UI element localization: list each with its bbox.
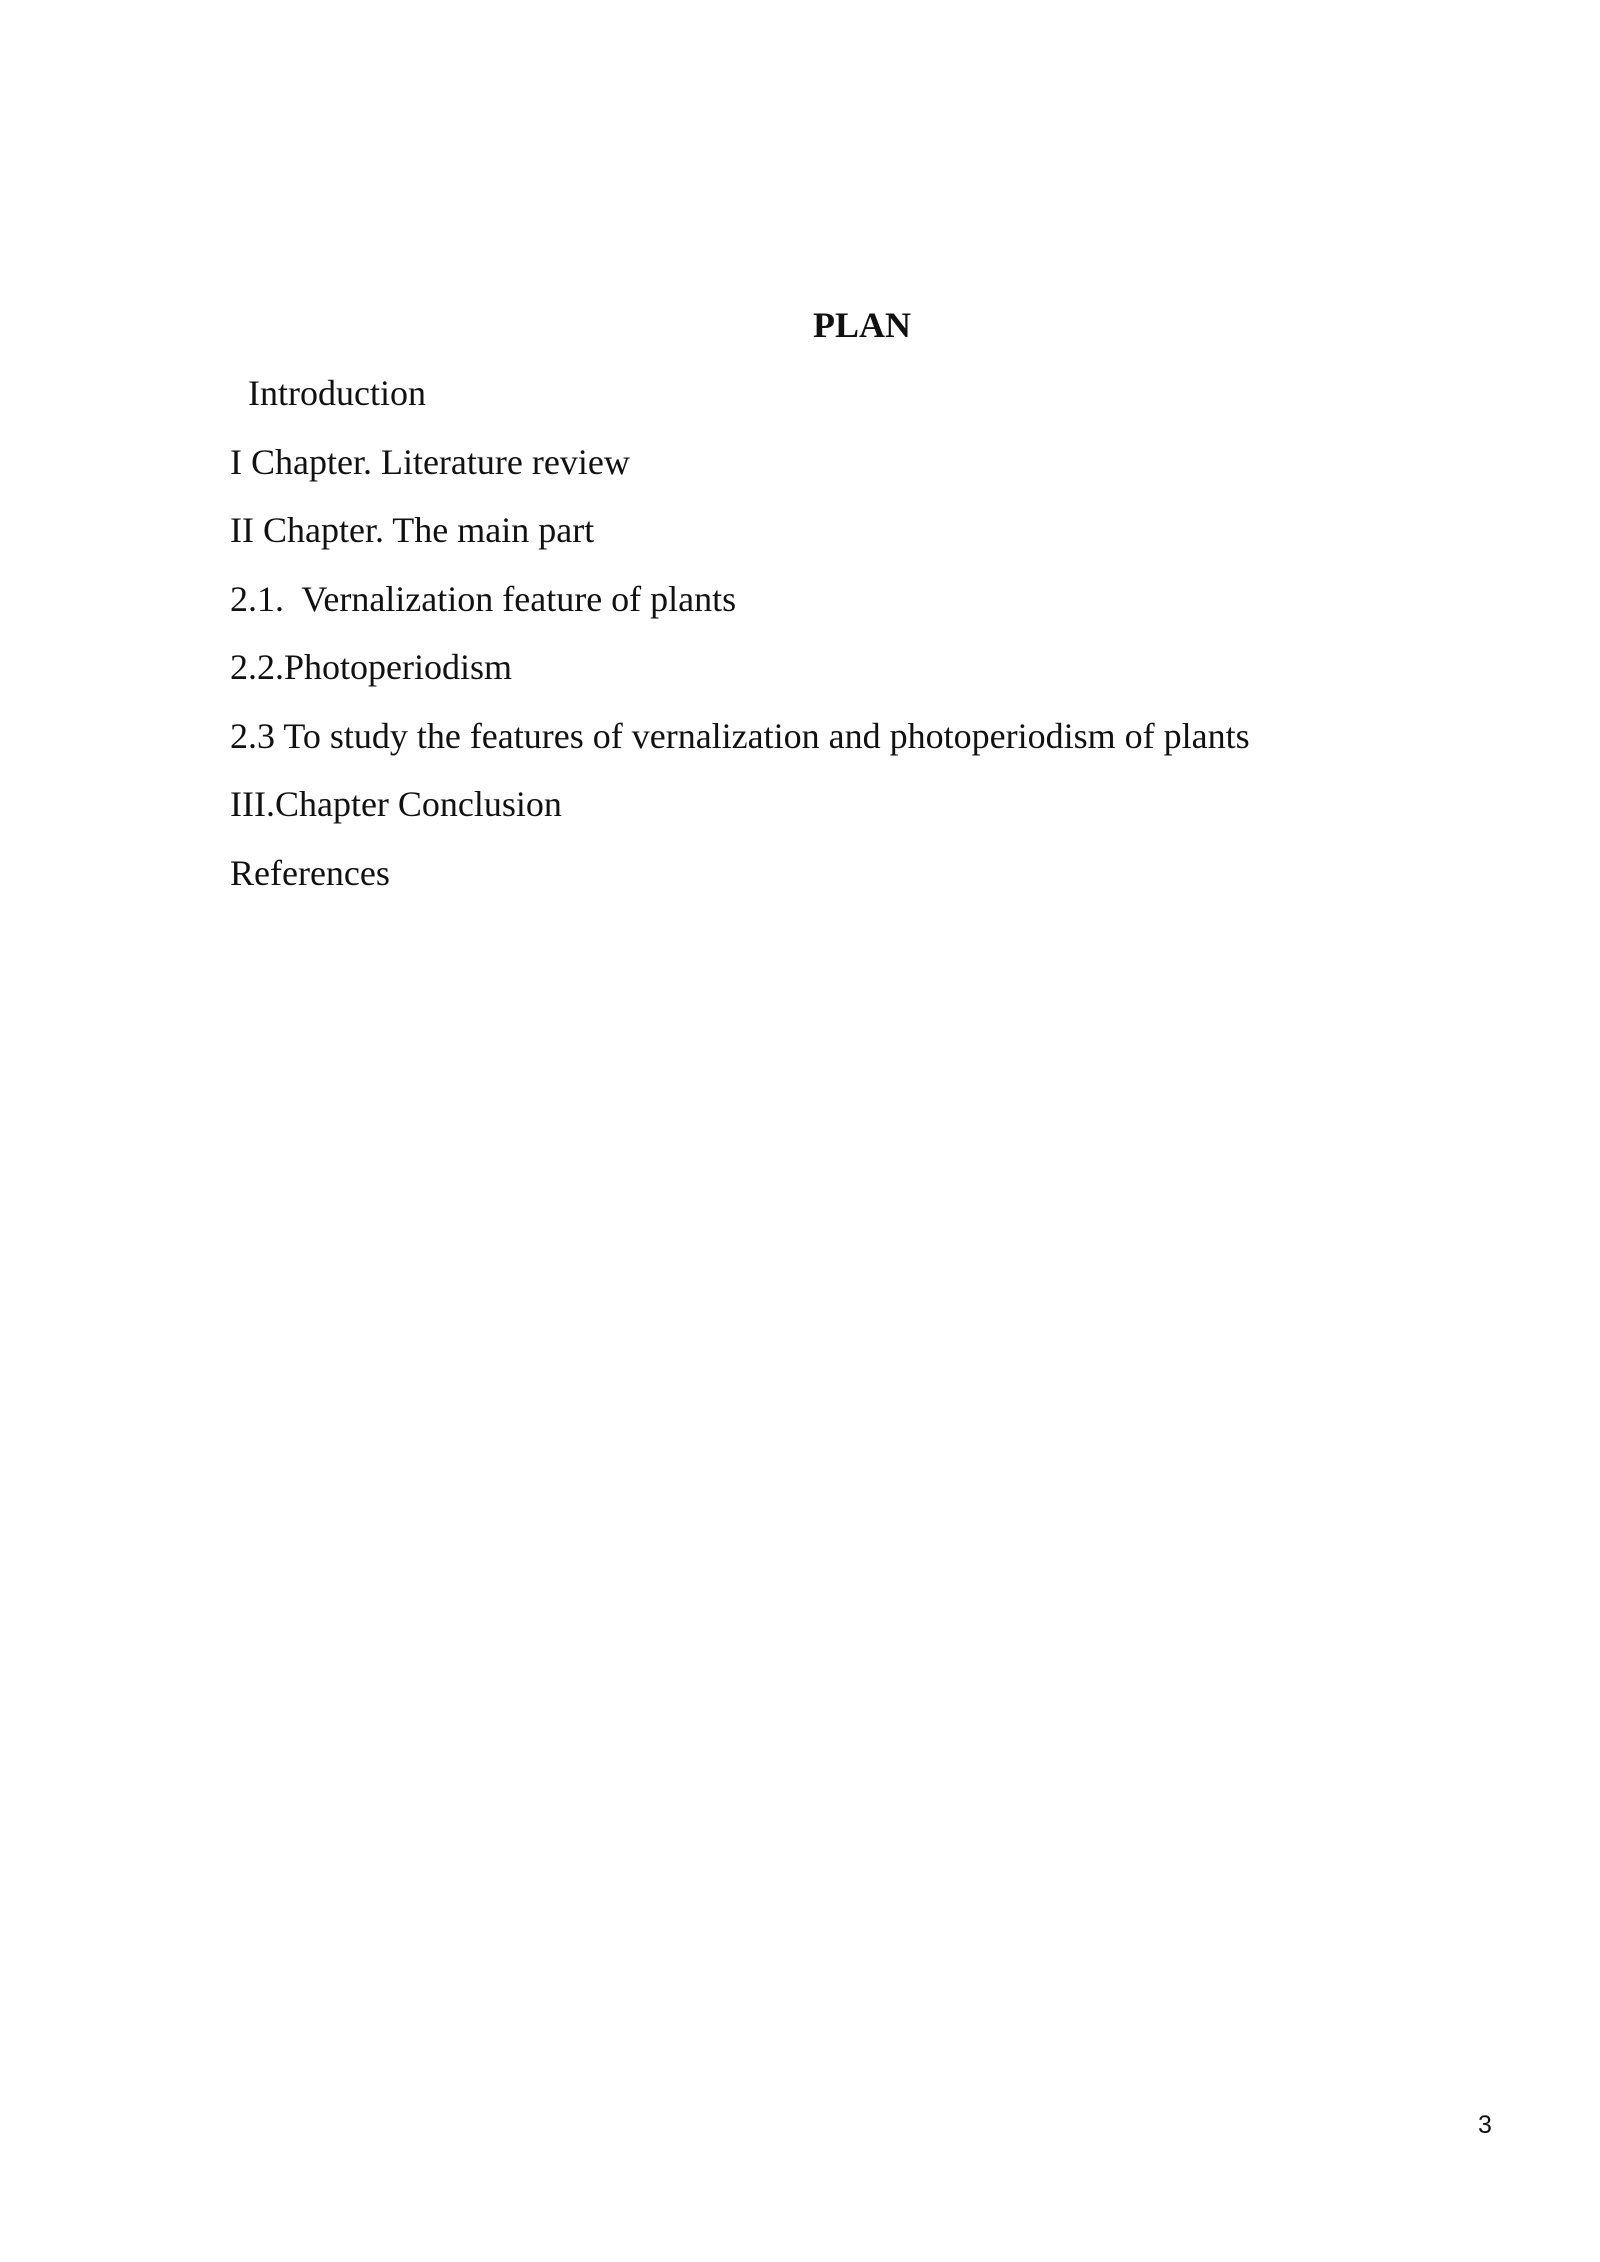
page-title: PLAN (813, 305, 911, 345)
toc-item-section-2-2: 2.2.Photoperiodism (230, 647, 513, 687)
toc-item-chapter-1: I Chapter. Literature review (230, 441, 630, 482)
table-of-contents (230, 368, 1250, 916)
toc-item-chapter-2: II Chapter. The main part (230, 510, 595, 550)
toc-item-section-2-1: 2.1. Vernalization feature of plants (230, 578, 737, 619)
toc-item-section-2-3: 2.3 To study the features of vernalization and photoperiodism of plants (230, 715, 1250, 756)
toc-item-chapter-3: III.Chapter Conclusion (230, 784, 562, 824)
toc-item-references: References (230, 852, 390, 893)
toc-item-introduction: Introduction (248, 373, 426, 413)
page-number: 3 (1478, 2111, 1492, 2139)
